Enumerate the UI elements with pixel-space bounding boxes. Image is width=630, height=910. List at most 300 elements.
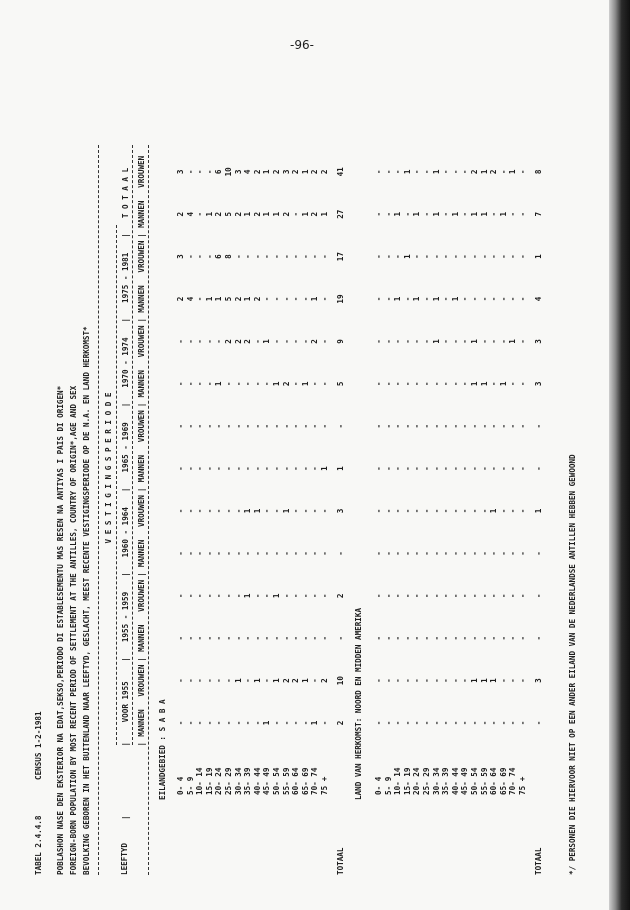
- table-cell: -: [450, 720, 460, 726]
- table-cell: 1: [281, 508, 291, 514]
- table-cell: -: [470, 720, 479, 726]
- table-cell: -: [214, 593, 224, 599]
- table-cell: -: [195, 593, 205, 599]
- table-cell: -: [479, 593, 489, 599]
- table-cell: -: [479, 551, 489, 556]
- table-cell: -: [272, 339, 281, 344]
- table-cell: -: [498, 593, 508, 599]
- table-cell: 2: [243, 339, 253, 344]
- table-cell: -: [450, 678, 460, 683]
- table-cell: -: [412, 635, 422, 641]
- table-cell: -: [300, 720, 310, 726]
- table-cell: -: [470, 508, 479, 514]
- age-group-label: 10- 14: [393, 767, 403, 795]
- total-cell: 41: [335, 167, 345, 177]
- table-cell: 1: [300, 169, 310, 175]
- column-separator: |: [137, 233, 146, 238]
- table-cell: -: [518, 381, 527, 387]
- table-cell: 1: [450, 296, 460, 302]
- table-cell: 1: [393, 211, 403, 217]
- table-cell: -: [393, 254, 403, 259]
- table-cell: 1: [214, 381, 224, 387]
- table-cell: -: [383, 508, 393, 514]
- table-cell: 2: [291, 169, 301, 175]
- table-cell: 1: [320, 211, 329, 217]
- table-cell: -: [374, 296, 383, 302]
- table-cell: -: [204, 593, 214, 599]
- table-cell: -: [460, 169, 470, 175]
- table-cell: -: [374, 169, 383, 175]
- table-cell: -: [393, 508, 403, 514]
- table-cell: -: [310, 635, 320, 641]
- table-cell: -: [195, 678, 205, 683]
- table-cell: -: [422, 466, 431, 471]
- table-cell: 1: [252, 508, 262, 514]
- table-cell: -: [233, 423, 243, 429]
- table-cell: -: [185, 593, 195, 599]
- table-cell: -: [460, 593, 470, 599]
- table-cell: -: [393, 678, 403, 683]
- table-cell: -: [489, 551, 499, 556]
- table-cell: -: [185, 466, 195, 471]
- column-separator: |: [121, 233, 130, 238]
- table-cell: -: [393, 593, 403, 599]
- table-cell: -: [262, 423, 272, 429]
- table-cell: -: [518, 678, 527, 683]
- table-cell: 1: [393, 296, 403, 302]
- table-cell: -: [402, 720, 412, 726]
- table-cell: -: [272, 635, 281, 641]
- sex-header-male: MANNEN: [137, 285, 146, 313]
- age-group-label: 25- 29: [422, 767, 431, 795]
- title-papiamentu: POBLASHON NASE DEN EKSTERIOR NA EDAT,SEKSO,PERIODO DI ESTABLESEMENTU MAS RESEN NA ANTIYAS I PAIS DI ORIGEN*: [56, 385, 65, 875]
- table-cell: -: [291, 593, 301, 599]
- table-cell: -: [479, 339, 489, 344]
- table-cell: -: [498, 169, 508, 175]
- table-cell: -: [422, 381, 431, 387]
- table-cell: -: [374, 508, 383, 514]
- total-cell: 2: [335, 720, 345, 726]
- table-cell: -: [412, 466, 422, 471]
- table-cell: -: [252, 551, 262, 556]
- table-cell: -: [460, 720, 470, 726]
- table-cell: -: [185, 254, 195, 259]
- table-cell: -: [470, 296, 479, 302]
- age-group-label: 40- 44: [252, 767, 262, 795]
- table-cell: -: [281, 551, 291, 556]
- age-group-label: 60- 64: [489, 767, 499, 795]
- table-cell: -: [300, 593, 310, 599]
- table-cell: -: [518, 423, 527, 429]
- table-cell: 2: [281, 211, 291, 217]
- table-cell: -: [393, 381, 403, 387]
- table-cell: -: [508, 635, 518, 641]
- total-row-label: TOTAAL: [533, 847, 543, 875]
- table-cell: 1: [262, 211, 272, 217]
- table-cell: -: [422, 254, 431, 259]
- table-cell: 1: [214, 296, 224, 302]
- table-cell: -: [412, 339, 422, 344]
- table-cell: -: [402, 678, 412, 683]
- table-cell: -: [272, 466, 281, 471]
- table-cell: -: [441, 254, 451, 259]
- table-cell: -: [441, 423, 451, 429]
- table-cell: -: [450, 635, 460, 641]
- table-cell: -: [224, 593, 233, 599]
- total-cell: 7: [533, 211, 543, 217]
- table-cell: 1: [204, 296, 214, 302]
- table-cell: -: [291, 254, 301, 259]
- table-cell: -: [441, 296, 451, 302]
- table-cell: -: [460, 381, 470, 387]
- table-cell: 1: [470, 678, 479, 683]
- table-cell: -: [422, 339, 431, 344]
- table-cell: 4: [243, 169, 253, 175]
- sex-header-male: MANNEN: [137, 539, 146, 568]
- table-cell: -: [441, 381, 451, 387]
- table-cell: -: [383, 339, 393, 344]
- table-cell: -: [291, 423, 301, 429]
- table-cell: -: [224, 678, 233, 683]
- table-cell: -: [233, 593, 243, 599]
- total-cell: 17: [335, 252, 345, 262]
- table-cell: 3: [233, 169, 243, 175]
- table-cell: -: [320, 551, 329, 556]
- age-group-label: 70- 74: [508, 767, 518, 795]
- table-cell: -: [402, 339, 412, 344]
- total-cell: 3: [335, 508, 345, 514]
- age-group-label: 50- 54: [272, 767, 281, 795]
- table-cell: -: [204, 678, 214, 683]
- table-cell: -: [291, 211, 301, 217]
- table-cell: -: [320, 423, 329, 429]
- table-cell: 2: [310, 211, 320, 217]
- table-cell: 10: [224, 167, 233, 177]
- table-cell: -: [185, 381, 195, 387]
- table-cell: -: [508, 211, 518, 217]
- table-cell: -: [214, 720, 224, 726]
- table-cell: -: [185, 720, 195, 726]
- table-cell: 1: [431, 296, 441, 302]
- table-cell: -: [233, 508, 243, 514]
- table-cell: -: [479, 720, 489, 726]
- header-rule-sex: [132, 145, 133, 745]
- table-cell: -: [518, 339, 527, 344]
- table-cell: -: [518, 211, 527, 217]
- table-cell: -: [412, 423, 422, 429]
- table-cell: 2: [470, 169, 479, 175]
- table-cell: 6: [214, 169, 224, 175]
- table-cell: -: [262, 508, 272, 514]
- column-separator: |: [137, 317, 146, 323]
- table-cell: -: [422, 296, 431, 302]
- table-cell: -: [195, 635, 205, 641]
- table-cell: -: [300, 423, 310, 429]
- table-cell: -: [281, 593, 291, 599]
- table-cell: -: [450, 339, 460, 344]
- table-cell: -: [243, 635, 253, 641]
- column-separator: |: [137, 487, 146, 493]
- header-rule-top: [98, 145, 99, 875]
- table-cell: -: [450, 169, 460, 175]
- table-cell: -: [441, 466, 451, 471]
- sex-header-female: VROUWEN: [137, 325, 146, 358]
- column-separator: |: [137, 572, 146, 577]
- table-cell: -: [393, 720, 403, 726]
- sex-header-male: MANNEN: [137, 709, 146, 737]
- table-cell: -: [479, 254, 489, 259]
- table-cell: -: [498, 635, 508, 641]
- table-cell: -: [460, 678, 470, 683]
- table-cell: -: [243, 381, 253, 387]
- age-group-label: 35- 39: [243, 767, 253, 795]
- table-cell: -: [176, 381, 185, 387]
- table-cell: -: [374, 593, 383, 599]
- table-cell: -: [422, 720, 431, 726]
- table-cell: -: [460, 296, 470, 302]
- sex-header-female: VROUWEN: [137, 155, 146, 188]
- period-header: VOOR 1955: [121, 681, 130, 723]
- table-cell: 2: [233, 339, 243, 344]
- table-cell: -: [489, 423, 499, 429]
- sex-header-male: MANNEN: [137, 370, 146, 398]
- table-cell: 1: [300, 211, 310, 217]
- age-group-label: 25- 29: [224, 767, 233, 795]
- table-cell: 2: [489, 169, 499, 175]
- footnote: */ PERSONEN DIE HIERVOOR NIET OP EEN ANDER EILAND VAN DE NEDERLANDSE ANTILLEN HEBBEN GEWOOND: [568, 454, 577, 875]
- table-cell: 1: [489, 678, 499, 683]
- total-cell: -: [533, 466, 543, 471]
- table-cell: -: [479, 423, 489, 429]
- table-cell: -: [204, 423, 214, 429]
- table-cell: 1: [470, 211, 479, 217]
- column-separator: |: [121, 815, 130, 820]
- table-cell: 2: [291, 678, 301, 683]
- table-cell: -: [508, 381, 518, 387]
- table-cell: -: [498, 339, 508, 344]
- table-cell: -: [204, 169, 214, 175]
- age-group-label: 20- 24: [412, 767, 422, 795]
- table-cell: -: [441, 593, 451, 599]
- vestigingsperiode-heading: V E S T I G I N G S P E R I O D E: [104, 392, 113, 544]
- table-cell: -: [281, 339, 291, 344]
- table-cell: -: [498, 466, 508, 471]
- table-cell: -: [374, 551, 383, 556]
- table-cell: -: [252, 466, 262, 471]
- table-cell: -: [412, 169, 422, 175]
- table-cell: 1: [508, 339, 518, 344]
- header-rule-periods: [116, 225, 117, 745]
- table-cell: -: [450, 466, 460, 471]
- table-cell: -: [431, 466, 441, 471]
- table-cell: -: [195, 466, 205, 471]
- column-separator: |: [137, 657, 146, 662]
- table-cell: -: [450, 551, 460, 556]
- table-cell: -: [402, 423, 412, 429]
- column-separator: |: [121, 487, 130, 493]
- age-group-label: 55- 59: [479, 767, 489, 795]
- table-cell: -: [518, 635, 527, 641]
- period-header: 1975 - 1981: [121, 252, 130, 303]
- table-cell: -: [185, 339, 195, 344]
- table-cell: -: [320, 254, 329, 259]
- table-cell: -: [508, 423, 518, 429]
- table-cell: 1: [470, 381, 479, 387]
- table-cell: -: [412, 254, 422, 259]
- table-cell: -: [383, 678, 393, 683]
- table-cell: -: [300, 508, 310, 514]
- table-cell: 2: [281, 678, 291, 683]
- table-cell: 2: [176, 296, 185, 302]
- total-cell: 27: [335, 209, 345, 219]
- table-cell: 1: [272, 593, 281, 599]
- table-cell: 2: [252, 296, 262, 302]
- total-cell: -: [533, 635, 543, 641]
- age-group-label: 5- 9: [185, 776, 195, 795]
- table-cell: -: [431, 508, 441, 514]
- table-cell: -: [291, 508, 301, 514]
- table-cell: -: [412, 720, 422, 726]
- table-cell: -: [470, 466, 479, 471]
- table-cell: 1: [402, 254, 412, 259]
- table-cell: -: [214, 551, 224, 556]
- table-cell: -: [470, 551, 479, 556]
- table-cell: -: [262, 296, 272, 302]
- table-cell: -: [214, 508, 224, 514]
- table-cell: -: [281, 720, 291, 726]
- table-cell: 1: [450, 211, 460, 217]
- header-rule-bottom: [148, 145, 149, 875]
- table-cell: 2: [224, 339, 233, 344]
- table-cell: -: [508, 508, 518, 514]
- total-cell: -: [335, 423, 345, 429]
- table-cell: -: [518, 466, 527, 471]
- table-cell: 5: [224, 296, 233, 302]
- table-cell: -: [252, 254, 262, 259]
- table-cell: -: [243, 678, 253, 683]
- table-cell: 1: [498, 381, 508, 387]
- table-cell: -: [383, 254, 393, 259]
- table-cell: 1: [243, 296, 253, 302]
- table-cell: -: [460, 254, 470, 259]
- table-cell: -: [470, 593, 479, 599]
- table-cell: -: [300, 635, 310, 641]
- table-cell: -: [450, 593, 460, 599]
- total-cell: 5: [335, 381, 345, 387]
- table-cell: 1: [412, 211, 422, 217]
- table-cell: -: [431, 551, 441, 556]
- table-cell: -: [176, 508, 185, 514]
- table-cell: -: [204, 381, 214, 387]
- table-cell: -: [224, 720, 233, 726]
- table-cell: -: [402, 551, 412, 556]
- table-cell: -: [441, 339, 451, 344]
- table-cell: -: [383, 466, 393, 471]
- table-cell: -: [281, 254, 291, 259]
- column-separator: |: [121, 572, 130, 577]
- table-cell: -: [460, 635, 470, 641]
- table-cell: 1: [243, 508, 253, 514]
- table-cell: 1: [300, 381, 310, 387]
- table-cell: -: [224, 635, 233, 641]
- column-separator: |: [137, 741, 146, 747]
- sex-header-female: VROUWEN: [137, 664, 146, 697]
- total-cell: 19: [335, 294, 345, 304]
- section-heading-origin: LAND VAN HERKOMST: NOORD EN MIDDEN AMERIKA: [354, 607, 363, 800]
- table-cell: -: [252, 720, 262, 726]
- table-cell: -: [479, 296, 489, 302]
- table-cell: -: [185, 423, 195, 429]
- age-group-label: 55- 59: [281, 767, 291, 795]
- title-dutch: BEVOLKING GEBOREN IN HET BUITENLAND NAAR LEEFTYD, GESLACHT, MEEST RECENTE VESTIGINGSPERIODE OP DE N.A. EN LAND HERKOMST*: [82, 326, 91, 875]
- table-cell: -: [402, 593, 412, 599]
- table-cell: -: [233, 254, 243, 259]
- table-cell: 8: [224, 254, 233, 259]
- age-group-label: 10- 14: [195, 767, 205, 795]
- table-cell: -: [412, 381, 422, 387]
- table-cell: -: [383, 381, 393, 387]
- table-cell: -: [374, 211, 383, 217]
- table-cell: 1: [431, 211, 441, 217]
- table-cell: -: [441, 169, 451, 175]
- table-cell: -: [176, 551, 185, 556]
- age-group-label: 20- 24: [214, 767, 224, 795]
- table-cell: -: [383, 551, 393, 556]
- sex-header-female: VROUWEN: [137, 240, 146, 273]
- table-cell: -: [185, 508, 195, 514]
- total-cell: -: [533, 423, 543, 429]
- age-group-label: 45- 49: [460, 767, 470, 795]
- table-cell: -: [383, 635, 393, 641]
- period-header: 1955 - 1959: [121, 591, 130, 643]
- table-cell: -: [508, 254, 518, 259]
- table-cell: -: [460, 551, 470, 556]
- table-cell: -: [422, 678, 431, 683]
- age-group-label: 15- 19: [402, 767, 412, 795]
- age-group-label: 40- 44: [450, 767, 460, 795]
- table-cell: 1: [262, 339, 272, 344]
- table-cell: 1: [479, 169, 489, 175]
- table-cell: -: [195, 508, 205, 514]
- table-cell: -: [518, 296, 527, 302]
- column-separator: |: [121, 402, 130, 408]
- table-cell: -: [185, 551, 195, 556]
- table-cell: -: [262, 254, 272, 259]
- table-cell: -: [195, 169, 205, 175]
- table-cell: -: [422, 635, 431, 641]
- age-group-label: 75 +: [518, 776, 527, 795]
- table-cell: 1: [272, 211, 281, 217]
- table-cell: -: [281, 296, 291, 302]
- table-cell: -: [479, 508, 489, 514]
- table-cell: -: [422, 211, 431, 217]
- table-cell: -: [272, 254, 281, 259]
- table-cell: -: [450, 254, 460, 259]
- age-group-label: 70- 74: [310, 767, 320, 795]
- table-cell: -: [489, 593, 499, 599]
- table-cell: -: [470, 254, 479, 259]
- table-cell: -: [518, 720, 527, 726]
- total-cell: -: [533, 551, 543, 556]
- column-separator: |: [137, 402, 146, 408]
- table-cell: -: [412, 551, 422, 556]
- table-cell: -: [300, 296, 310, 302]
- age-group-label: 65- 69: [498, 767, 508, 795]
- table-cell: 1: [402, 169, 412, 175]
- table-cell: -: [383, 423, 393, 429]
- table-cell: -: [262, 635, 272, 641]
- table-cell: -: [489, 254, 499, 259]
